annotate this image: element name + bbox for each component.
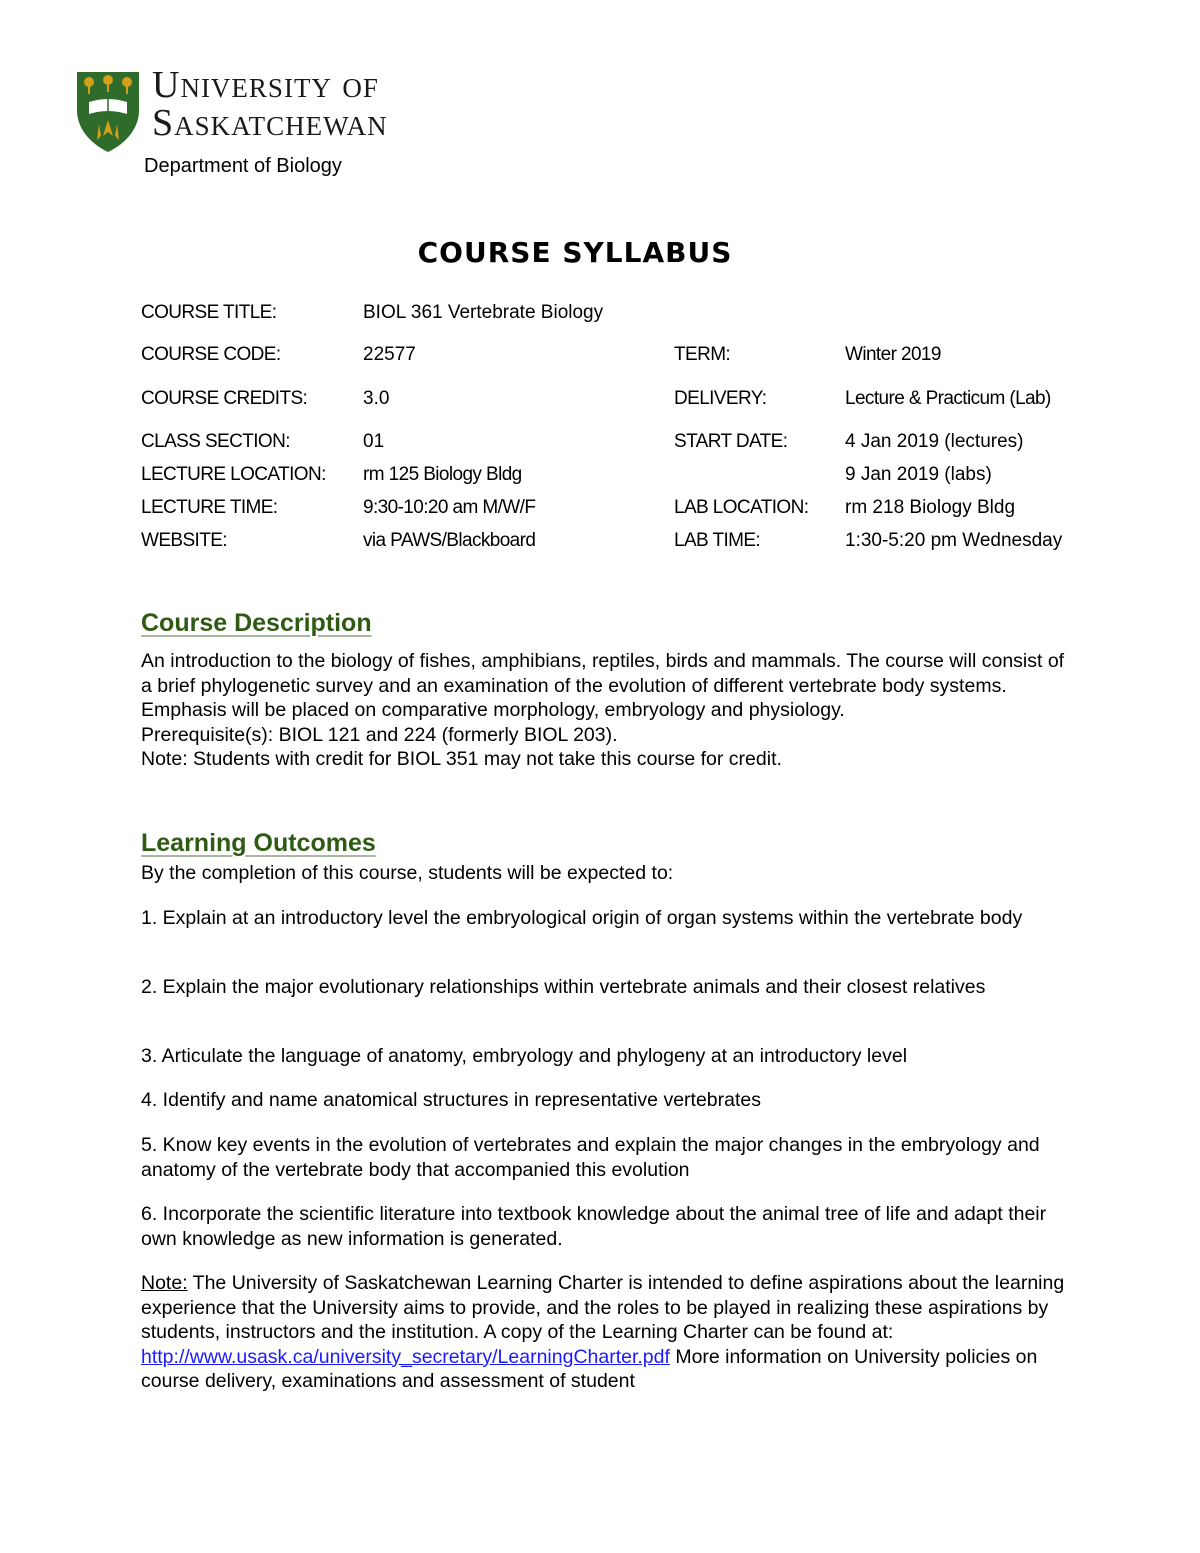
department-name: Department of Biology bbox=[144, 155, 342, 177]
lecture-time-label: LECTURE TIME: bbox=[141, 497, 278, 518]
lecture-time-value: 9:30-10:20 am M/W/F bbox=[363, 497, 536, 518]
course-title-label: COURSE TITLE: bbox=[141, 302, 277, 323]
outcome-item: 6. Incorporate the scientific literature into textbook knowledge about the animal tree of life and adapt their own knowledge as new information is generated. bbox=[141, 1203, 1047, 1250]
course-title-value: BIOL 361 Vertebrate Biology bbox=[363, 302, 604, 323]
delivery-value: Lecture & Practicum (Lab) bbox=[845, 388, 1051, 409]
university-wordmark bbox=[152, 66, 388, 142]
info-row-lecture-time bbox=[141, 497, 1141, 523]
outcome-item: 1. Explain at an introductory level the embryological origin of organ systems within the vertebrate body bbox=[141, 907, 1023, 929]
note-text: The University of Saskatchewan Learning Charter is intended to define aspirations about the learning experience that the University aims to provide, and the roles to be played in realizing these aspirations by students, instructors and the institution. A copy of the Learning Charter can be found at: bbox=[141, 1272, 1065, 1343]
section-label: CLASS SECTION: bbox=[141, 431, 290, 452]
start-date-value: 4 Jan 2019 (lectures) bbox=[845, 431, 1024, 452]
learning-charter-note bbox=[141, 1271, 1071, 1394]
website-value: via PAWS/Blackboard bbox=[363, 530, 536, 551]
info-row-credits bbox=[141, 388, 1141, 414]
learning-charter-link[interactable]: http://www.usask.ca/university_secretary/LearningCharter.pdf bbox=[141, 1345, 670, 1368]
learning-outcomes-intro: By the completion of this course, students will be expected to: bbox=[141, 862, 674, 884]
outcome-item: 3. Articulate the language of anatomy, embryology and phylogeny at an introductory level bbox=[141, 1045, 908, 1067]
credits-label: COURSE CREDITS: bbox=[141, 388, 308, 409]
outcome-item: 5. Know key events in the evolution of vertebrates and explain the major changes in the embryology and anatomy of the vertebrate body that accompanied this evolution bbox=[141, 1134, 1040, 1181]
note-label: Note: bbox=[141, 1272, 188, 1294]
lab-location-value: rm 218 Biology Bldg bbox=[845, 497, 1016, 518]
outcome-item: 4. Identify and name anatomical structures in representative vertebrates bbox=[141, 1089, 761, 1111]
term-label: TERM: bbox=[674, 344, 731, 365]
lecture-location-label: LECTURE LOCATION: bbox=[141, 464, 326, 485]
info-row-code bbox=[141, 344, 1141, 370]
page-title: COURSE SYLLABUS bbox=[417, 236, 733, 269]
info-row-lecture-location bbox=[141, 464, 1141, 490]
credit-note-text: Note: Students with credit for BIOL 351 may not take this course for credit. bbox=[141, 748, 782, 770]
university-wordmark-line2: Saskatchewan bbox=[152, 102, 388, 144]
lecture-location-value: rm 125 Biology Bldg bbox=[363, 464, 522, 485]
course-code-label: COURSE CODE: bbox=[141, 344, 281, 365]
university-wordmark-line1: University of bbox=[152, 64, 379, 106]
course-description-text: An introduction to the biology of fishes, amphibians, reptiles, birds and mammals. The course will consist of a brief phylogenetic survey and an examination of the evolution of different vertebrate body systems. Emphasis will be placed on comparative morphology, embryology and physiology. bbox=[141, 650, 1065, 721]
start-date-labs-value: 9 Jan 2019 (labs) bbox=[845, 464, 992, 485]
lab-time-label: LAB TIME: bbox=[674, 530, 761, 551]
start-date-label: START DATE: bbox=[674, 431, 788, 452]
term-value: Winter 2019 bbox=[845, 344, 941, 365]
section-value: 01 bbox=[363, 431, 385, 452]
university-crest-icon bbox=[75, 70, 141, 154]
delivery-label: DELIVERY: bbox=[674, 388, 767, 409]
info-row-section bbox=[141, 431, 1141, 457]
info-row-title bbox=[141, 302, 1141, 328]
outcome-item: 2. Explain the major evolutionary relationships within vertebrate animals and their closest relatives bbox=[141, 976, 986, 998]
course-code-value: 22577 bbox=[363, 344, 416, 365]
credits-value: 3.0 bbox=[363, 388, 390, 409]
learning-outcomes-heading: Learning Outcomes bbox=[141, 829, 376, 857]
website-label: WEBSITE: bbox=[141, 530, 227, 551]
course-description-body bbox=[141, 649, 1071, 772]
lab-location-label: LAB LOCATION: bbox=[674, 497, 809, 518]
prerequisites-text: Prerequisite(s): BIOL 121 and 224 (formerly BIOL 203). bbox=[141, 723, 618, 746]
note-continuation-text: More information on University policies on course delivery, examinations and assessment of student bbox=[141, 1345, 1038, 1392]
lab-time-value: 1:30-5:20 pm Wednesday bbox=[845, 530, 1063, 551]
info-row-website bbox=[141, 530, 1141, 556]
course-description-heading: Course Description bbox=[141, 609, 372, 637]
